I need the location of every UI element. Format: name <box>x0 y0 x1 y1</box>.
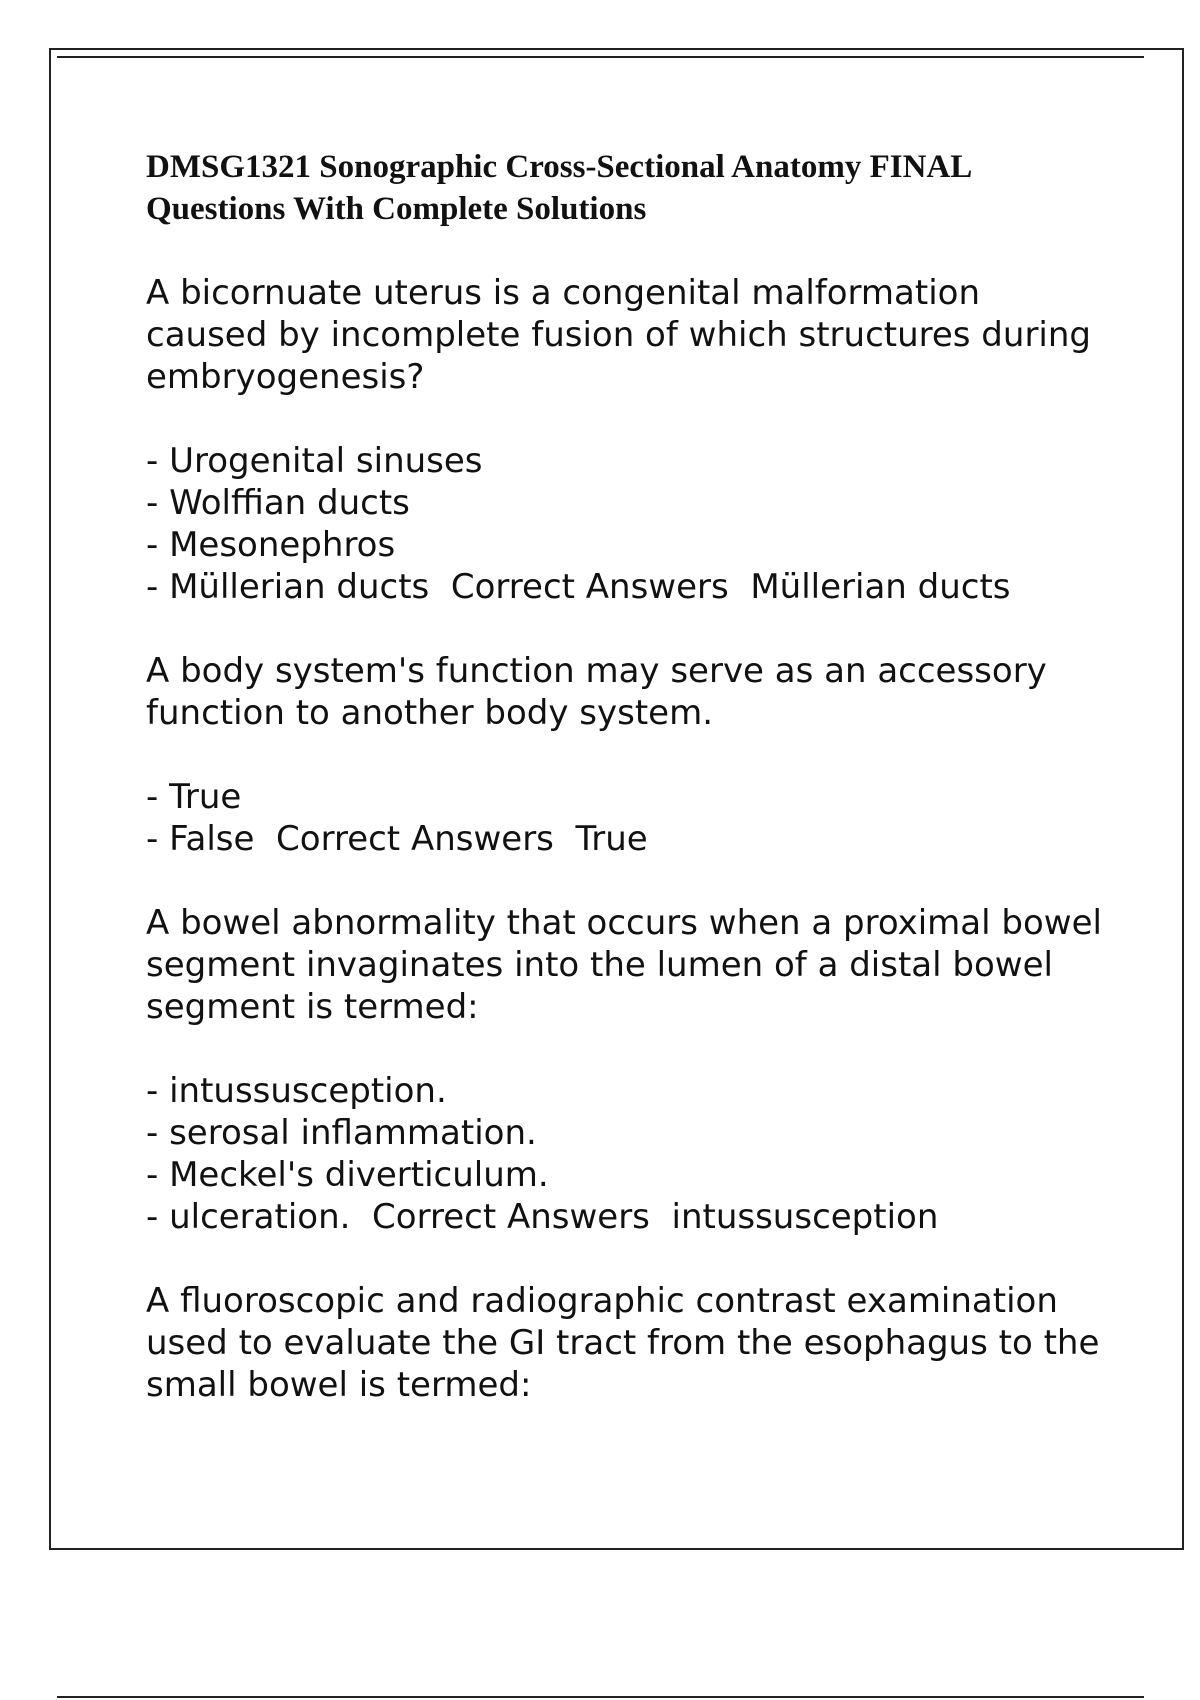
question-block <box>146 272 1106 608</box>
answer-option: - Wolffian ducts <box>146 483 410 523</box>
question-block <box>146 902 1106 1238</box>
answer-option: - intussusception. <box>146 1071 447 1111</box>
question-block <box>146 650 1106 860</box>
answer-option: - serosal inflammation. <box>146 1113 537 1153</box>
document-body <box>146 146 1106 1448</box>
answer-option: - True <box>146 777 242 817</box>
answer-option-with-correct-answer: - False Correct Answers True <box>146 819 648 859</box>
answer-option: - Urogenital sinuses <box>146 441 483 481</box>
answer-option: - Meckel's diverticulum. <box>146 1155 549 1195</box>
answer-option-with-correct-answer: - ulceration. Correct Answers intussusception <box>146 1197 939 1237</box>
answer-option-with-correct-answer: - Müllerian ducts Correct Answers Müllerian ducts <box>146 567 1011 607</box>
question-text: A fluoroscopic and radiographic contrast examination used to evaluate the GI tract from the esophagus to the small bowel is termed: <box>146 1281 1100 1405</box>
bottom-rule <box>57 1696 1144 1698</box>
document-title: DMSG1321 Sonographic Cross-Sectional Anatomy FINAL Questions With Complete Solutions <box>146 149 971 227</box>
question-text: A bicornuate uterus is a congenital malformation caused by incomplete fusion of which structures during embryogenesis? <box>146 273 1091 397</box>
question-block <box>146 1280 1106 1406</box>
question-text: A bowel abnormality that occurs when a proximal bowel segment invaginates into the lumen of a distal bowel segment is termed: <box>146 903 1102 1027</box>
answer-option: - Mesonephros <box>146 525 396 565</box>
question-text: A body system's function may serve as an accessory function to another body system. <box>146 651 1047 733</box>
